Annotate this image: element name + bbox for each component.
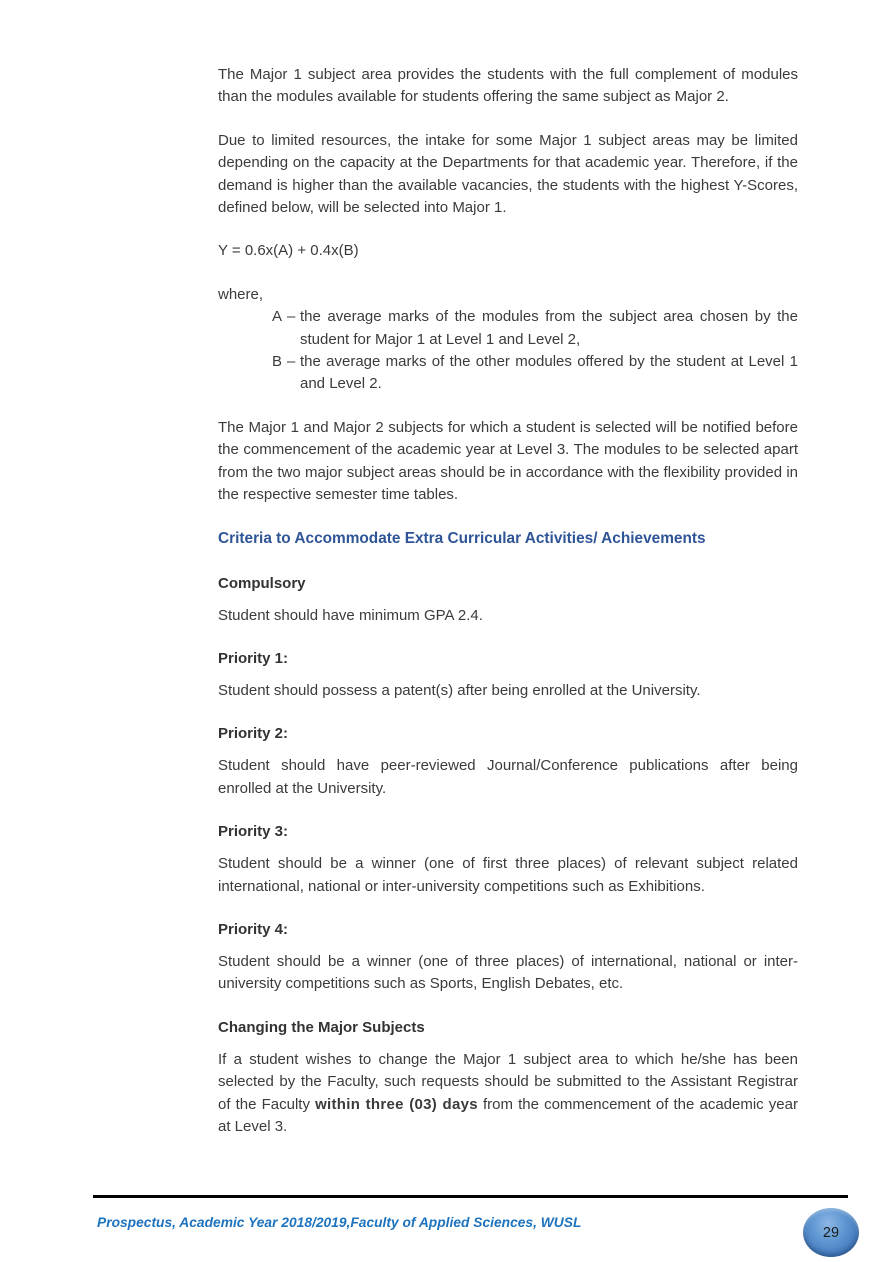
paragraph-major1-complement: The Major 1 subject area provides the students with the full complement of modules than the modules available for students offering the same subject as Major 2. [218, 66, 798, 106]
paragraph-priority-4: Student should be a winner (one of three places) of international, national or inter-university competitions such as Sports, English Debates, etc. [218, 952, 798, 993]
changing-text-before: If a student wishes to change the Major 1 subject area to which he/she has been selected by the Faculty, such requests should be submitted to the Assistant Registrar of the Faculty [218, 1050, 798, 1113]
paragraph-priority-1: Student should possess a patent(s) after being enrolled at the University. [218, 681, 701, 699]
subheading-priority-2: Priority 2: [218, 725, 289, 743]
subheading-changing-major: Changing the Major Subjects [218, 1018, 425, 1036]
definition-symbol-b: B [272, 353, 283, 371]
where-label: where, [218, 285, 264, 303]
paragraph-compulsory: Student should have minimum GPA 2.4. [218, 606, 483, 624]
paragraph-priority-3: Student should be a winner (one of first three places) of relevant subject related international, national or inter-university competitions such as Exhibitions. [218, 855, 798, 895]
subheading-priority-3: Priority 3: [218, 823, 289, 841]
paragraph-changing-major [218, 1049, 798, 1139]
subheading-priority-1: Priority 1: [218, 649, 289, 667]
definition-list [218, 306, 798, 396]
page-body [218, 64, 798, 1159]
definition-row-a [218, 306, 798, 351]
page-number: 29 [822, 1224, 840, 1241]
definition-row-b [218, 351, 798, 396]
page-number-badge [803, 1208, 859, 1257]
definition-symbol-a: A [272, 308, 283, 326]
footer-text: Prospectus, Academic Year 2018/2019,Faculty of Applied Sciences, WUSL [97, 1215, 582, 1230]
definition-dash: – [287, 308, 296, 326]
section-heading-criteria: Criteria to Accommodate Extra Curricular Activities/ Achievements [218, 529, 706, 547]
subheading-priority-4: Priority 4: [218, 920, 289, 938]
subheading-compulsory: Compulsory [218, 574, 306, 592]
definition-text-b: the average marks of the other modules offered by the student at Level 1 and Level 2. [300, 353, 798, 393]
footer-rule [93, 1195, 848, 1198]
changing-text-bold: within three (03) days [315, 1095, 478, 1113]
definition-dash: – [287, 353, 296, 371]
y-score-formula: Y = 0.6x(A) + 0.4x(B) [218, 242, 359, 260]
paragraph-major-selection-notice: The Major 1 and Major 2 subjects for which a student is selected will be notified before the commencement of the academic year at Level 3. The modules to be selected apart from the two major subject areas should be in accordance with the flexibility provided in the respective semester time tables. [218, 418, 798, 504]
changing-text-after: from the commencement of the academic year at Level 3. [218, 1095, 798, 1135]
paragraph-priority-2: Student should have peer-reviewed Journal/Conference publications after being enrolled at the University. [218, 757, 798, 797]
definition-text-a: the average marks of the modules from the subject area chosen by the student for Major 1 at Level 1 and Level 2, [300, 308, 798, 348]
paragraph-limited-resources: Due to limited resources, the intake for some Major 1 subject areas may be limited depending on the capacity at the Departments for that academic year. Therefore, if the demand is higher than the available vacancies, the students with the highest Y-Scores, defined below, will be selected into Major 1. [218, 131, 798, 217]
